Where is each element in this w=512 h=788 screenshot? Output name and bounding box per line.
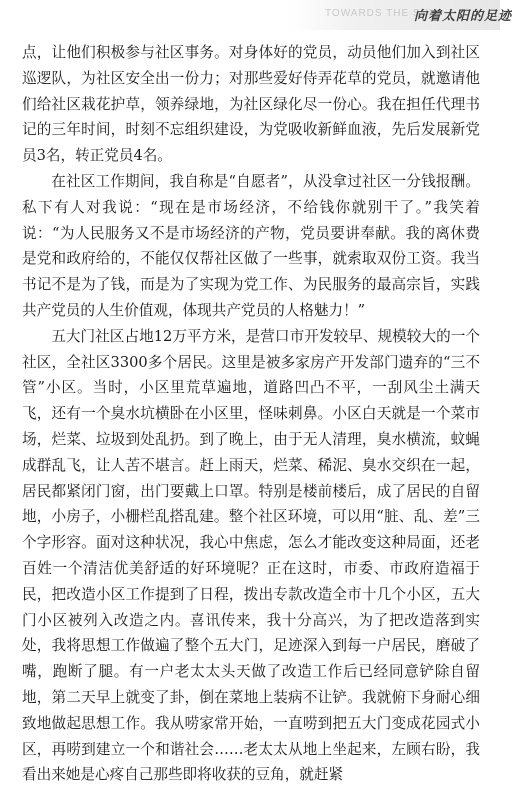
paragraph-2: 在社区工作期间，我自称是“自愿者”，从没拿过社区一分钱报酬。私下有人对我说：“现在是市场经济，不给钱你就别干了。”我笑着说：“为人民服务又不是市场经济的产物，党员要讲奉献。我的离休费是党和政府给的，不能仅仅帮社区做了一些事，就索取双份工资。我当书记不是为了钱，而是为了实现为党工作、为民服务的最高宗旨，实践共产党员的人生价值观，体现共产党员的人格魅力！” xyxy=(22,172,480,319)
header-book-title: 向着太阳的足迹 xyxy=(414,9,512,24)
paragraph-3: 五大门社区占地12万平方米，是营口市开发较早、规模较大的一个社区，全社区3300多个居民。这里是被多家房产开发部门遗弃的“三不管”小区。当时，小区里荒草遍地，道路凹凸不平，一刮风尘土满天飞，还有一个臭水坑横卧在小区里，怪味刺鼻。小区白天就是一个菜市场，烂菜、垃圾到处乱扔。到了晚上，由于无人清理，臭水横流，蚊蝇成群乱飞，让人苦不堪言。赶上雨天，烂菜、稀泥、臭水交织在一起，居民都紧闭门窗，出门要戴上口罩。特别是楼前楼后，成了居民的自留地，小房子，小栅栏乱搭乱建。整个社区环境，可以用“脏、乱、差”三个字形容。面对这种状况，我心中焦虑，怎么才能改变这种局面，还老百姓一个清洁优美舒适的好环境呢？正在这时，市委、市政府造福于民，把改造小区工作提到了日程，拨出专款改造全市十几个小区，五大门小区被列入改造之内。喜讯传来，我十分高兴，为了把改造落到实处，我将思想工作做遍了整个五大门，足迹深入到每一户居民，磨破了嘴，跑断了腿。有一户老太太头天做了改造工作后已经同意铲除自留地，第二天早上就变了卦，倒在菜地上装病不让铲。我就俯下身耐心细致地做起思想工作。我从唠家常开始，一直唠到把五大门变成花园式小区，再唠到建立一个和谐社会……老太太从地上坐起来，左顾右盼，我看出来她是心疼自己那些即将收获的豆角，就赶紧 xyxy=(22,327,480,784)
header-english-title: TOWARDS THE SUN xyxy=(325,8,438,19)
paragraph-1: 点，让他们积极参与社区事务。对身体好的党员，动员他们加入到社区巡逻队，为社区安全出一份力；对那些爱好侍弄花草的党员，就邀请他们给社区栽花护草，领养绿地，为社区绿化尽一份心。我在担任代理书记的三年时间，时刻不忘组织建设，为党吸收新鲜血液，先后发展新党员3名，转正党员4名。 xyxy=(22,44,480,165)
page-header xyxy=(0,0,512,36)
body-text xyxy=(22,40,480,788)
